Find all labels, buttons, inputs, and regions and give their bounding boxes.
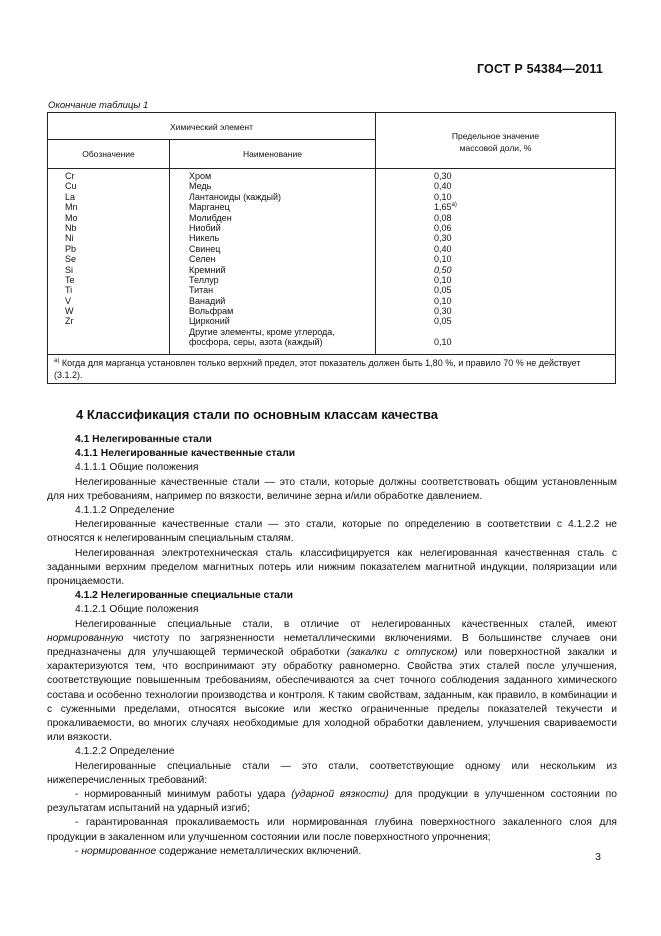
chemical-composition-table — [47, 112, 616, 384]
cell-name: Ванадий — [189, 295, 226, 306]
table-row — [48, 306, 615, 316]
list-item: - гарантированная прокаливаемость или нормированная глубина поверхностного закаленного слоя для продукции в закаленном или улучшенном состоянии или после поверхностного упрочнения; — [47, 817, 617, 843]
cell-symbol: Cu — [65, 181, 77, 192]
cell-name: Лантаноиды (каждый) — [189, 191, 282, 202]
table-row — [48, 171, 615, 181]
paragraph — [47, 618, 617, 746]
table-row — [48, 285, 615, 295]
cell-value: 0,10 — [434, 337, 452, 348]
cell-name: Теллур — [189, 274, 219, 285]
section-body — [47, 433, 617, 859]
cell-value: 0,40 — [434, 181, 452, 192]
cell-name: Ниобий — [189, 222, 221, 233]
footnote-ref: а) — [451, 202, 457, 209]
table-row — [48, 244, 615, 254]
header-limit-value — [376, 130, 615, 154]
table-row — [48, 296, 615, 306]
cell-name: Титан — [189, 285, 214, 296]
cell-symbol: Zr — [65, 316, 74, 327]
cell-symbol: V — [65, 295, 72, 306]
header-name: Наименование — [243, 149, 302, 159]
cell-name: Кремний — [189, 264, 226, 275]
subheading-4-1-2: 4.1.2 Нелегированные специальные стали — [75, 590, 293, 602]
cell-name: Марганец — [189, 202, 230, 213]
text-run: чистоту по загрязненности неметаллическими включениями. В большинстве случаев они предназначены для улучшающей термической обработки — [47, 632, 617, 659]
cell-name: Селен — [189, 254, 216, 265]
page-number: 3 — [595, 851, 601, 863]
header-chemical-element: Химический элемент — [170, 122, 253, 132]
cell-value: 0,40 — [434, 243, 452, 254]
table-footnote — [54, 357, 609, 381]
cell-name-line: Другие элементы, кроме углерода, — [189, 326, 335, 337]
list-item — [47, 788, 617, 816]
table-caption: Окончание таблицы 1 — [48, 100, 149, 111]
table-row — [48, 213, 615, 223]
list-item — [47, 845, 617, 859]
subheading-4-1-2-1: 4.1.2.1 Общие положения — [75, 604, 199, 616]
cell-symbol: Te — [65, 274, 75, 285]
table-row — [48, 181, 615, 191]
cell-name: Вольфрам — [189, 306, 234, 317]
cell-name: Свинец — [189, 243, 221, 254]
cell-value: 0,05 — [434, 285, 452, 296]
subheading-4-1-1-2: 4.1.1.2 Определение — [75, 505, 175, 517]
header-symbol: Обозначение — [82, 149, 135, 159]
cell-value: 0,50 — [434, 264, 452, 275]
cell-symbol: La — [65, 191, 76, 202]
table-row — [48, 275, 615, 285]
cell-value: 0,30 — [434, 233, 452, 244]
paragraph: Нелегированная электротехническая сталь классифицируется как нелегированная качественная сталь с заданными верхним пределом магнитных потерь или нижним показателем магнитной индукции, поляризации или проницаемости. — [47, 547, 617, 588]
cell-value: 0,10 — [434, 254, 452, 265]
cell-name: Цирконий — [189, 316, 230, 327]
text-run-italic: нормированное — [81, 845, 157, 857]
cell-value: 0,10 — [434, 274, 452, 285]
paragraph: Нелегированные специальные стали — это стали, соответствующие одному или нескольким из нижеперечисленных требований: — [47, 760, 617, 786]
cell-value: 0,08 — [434, 212, 452, 223]
subheading-4-1-2-2: 4.1.2.2 Определение — [75, 746, 175, 758]
table-row — [48, 192, 615, 202]
cell-value-number: 1,65 — [434, 202, 452, 213]
section-heading: 4 Классификация стали по основным классам качества — [76, 407, 438, 422]
text-run: для продукции в улучшенном состоянии по результатам испытаний на ударный изгиб; — [47, 789, 617, 815]
paragraph: Нелегированные качественные стали — это стали, которые должны соответствовать общим установленным для них требованиям, например по вязкости, величине зерна и/или обработке давлением. — [47, 476, 617, 502]
paragraph: Нелегированные качественные стали — это стали, которые по определению в соответствии с 4.1.2.2 не относятся к нелегированным специальным сталям. — [47, 519, 617, 545]
table-divider — [48, 139, 375, 140]
cell-name: Молибден — [189, 212, 232, 223]
header-limit-line: Предельное значение — [451, 131, 540, 141]
cell-name — [189, 327, 369, 348]
table-row — [48, 202, 615, 212]
table-row — [48, 233, 615, 243]
table-row — [48, 223, 615, 233]
cell-symbol: Se — [65, 254, 77, 265]
table-row — [48, 265, 615, 275]
cell-value: 0,10 — [434, 295, 452, 306]
cell-value — [434, 202, 457, 212]
cell-value: 0,10 — [434, 191, 452, 202]
cell-value: 0,06 — [434, 222, 452, 233]
text-run: - нормированный минимум работы удара — [75, 789, 286, 801]
document-code: ГОСТ Р 54384—2011 — [476, 62, 603, 76]
cell-symbol: Ni — [65, 233, 74, 244]
cell-name: Медь — [189, 181, 212, 192]
cell-symbol: Ti — [65, 285, 73, 296]
header-limit-line: массовой доли, % — [459, 143, 532, 153]
cell-name: Хром — [189, 171, 212, 181]
subheading-4-1: 4.1 Нелегированные стали — [75, 434, 212, 445]
text-run: или поверхностной закалки и характеризуются тем, что воспринимают эту обработку равномерно. Свойства этих сталей после улучшения, соответствующие повышенным требованиям, обеспечиваются за счет точного соблюдения заданного химического состава и особенно технологии производства и контроля. К таким свойствам, заданным, как правило, в комбинации и с суженными пределами, относятся высокие или жестко ограниченные пределы показателей текучести и прокаливаемости, во многих случаях необходимые для холодной обработки давлением, улучшения свариваемости или вязкости. — [47, 647, 617, 744]
table-row — [48, 327, 615, 348]
footnote-mark: а) — [54, 358, 60, 364]
table-row — [48, 254, 615, 264]
cell-symbol: Mo — [65, 212, 78, 223]
text-run-italic: (ударной вязкости) — [291, 789, 389, 801]
text-run: - — [75, 845, 79, 857]
text-run-italic: (закалки с отпуском) — [346, 647, 458, 659]
text-run: Нелегированные специальные стали, в отличие от нелегированных качественных сталей, имеют — [75, 618, 617, 630]
cell-name-line: фосфора, серы, азота (каждый) — [189, 337, 323, 348]
subheading-4-1-1: 4.1.1 Нелегированные качественные стали — [75, 448, 296, 460]
table-divider — [48, 168, 615, 169]
cell-symbol: Pb — [65, 243, 77, 254]
cell-value: 0,05 — [434, 316, 452, 327]
cell-value: 0,30 — [434, 171, 452, 181]
cell-symbol: Cr — [65, 171, 75, 181]
cell-symbol: Si — [65, 264, 74, 275]
table-body — [48, 171, 615, 348]
footnote-text: Когда для марганца установлен только верхний предел, этот показатель должен быть 1,80 %, и правило 70 % не действует (3.1.2). — [54, 358, 581, 380]
cell-value: 0,30 — [434, 306, 452, 317]
cell-symbol: Nb — [65, 222, 77, 233]
table-row — [48, 316, 615, 326]
cell-symbol: W — [65, 306, 74, 317]
text-run-italic: нормированную — [47, 632, 124, 644]
subheading-4-1-1-1: 4.1.1.1 Общие положения — [75, 462, 199, 474]
table-divider — [48, 354, 615, 355]
text-run: содержание неметаллических включений. — [159, 845, 362, 857]
cell-symbol: Mn — [65, 202, 78, 213]
cell-name: Никель — [189, 233, 220, 244]
